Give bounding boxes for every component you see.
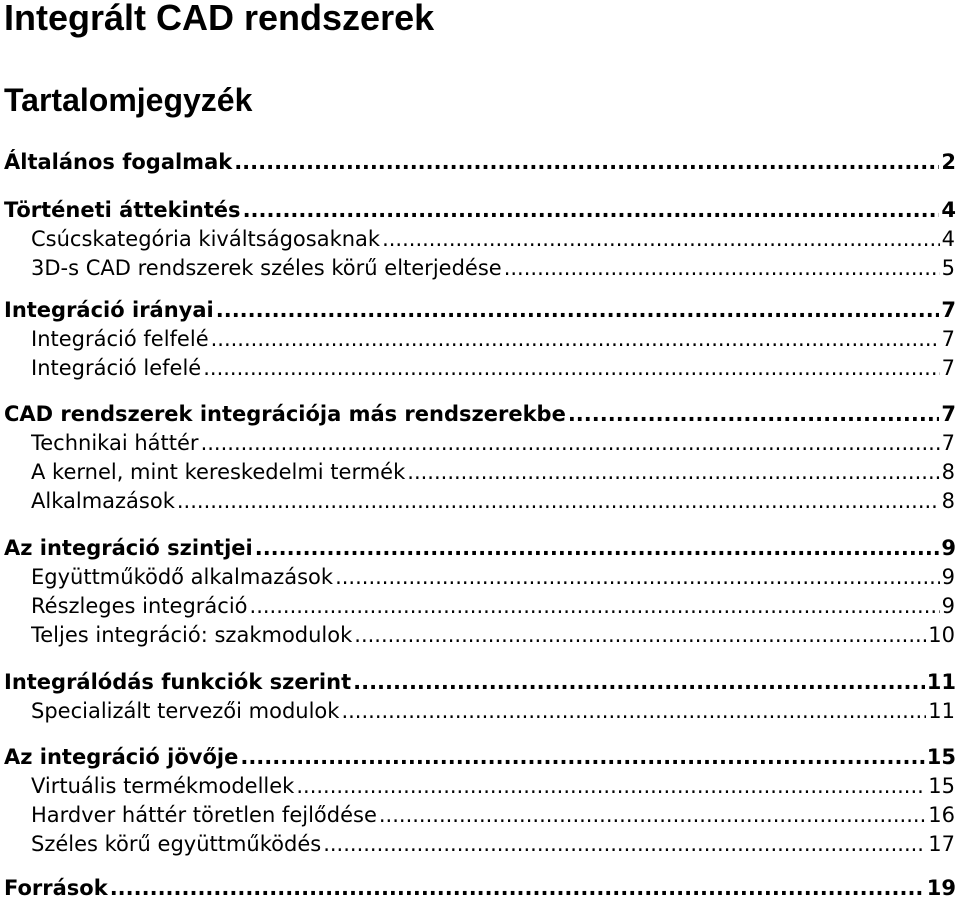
toc-dot-leader — [353, 668, 925, 696]
toc-entry-label: Alkalmazások — [31, 489, 175, 513]
toc-entry-label: Technikai háttér — [31, 431, 199, 455]
toc-entry-page: 11 — [926, 670, 956, 694]
toc-dot-leader — [177, 487, 940, 515]
toc-dot-leader — [216, 296, 940, 324]
toc-subentry[interactable] — [31, 354, 955, 382]
toc-entry-page: 11 — [928, 699, 955, 723]
toc-dot-leader — [255, 534, 940, 562]
toc-entry-label: Integráció irányai — [4, 298, 214, 322]
toc-entry-page: 10 — [928, 623, 955, 647]
toc-entry[interactable] — [4, 296, 956, 324]
toc-dot-leader — [341, 697, 926, 725]
toc-entry-page: 7 — [941, 356, 955, 380]
toc-subentry[interactable] — [31, 254, 955, 282]
toc-dot-leader — [211, 325, 940, 353]
toc-dot-leader — [240, 743, 924, 771]
toc-entry-page: 7 — [941, 402, 956, 426]
toc-dot-leader — [323, 830, 926, 858]
toc-subentry[interactable] — [31, 801, 955, 829]
toc-entry-label: 3D-s CAD rendszerek széles körű elterjedése — [31, 256, 502, 280]
toc-heading: Tartalomjegyzék — [4, 82, 253, 118]
toc-entry-label: Együttműködő alkalmazások — [31, 565, 334, 589]
toc-dot-leader — [250, 592, 940, 620]
toc-entry-label: Az integráció szintjei — [4, 536, 253, 560]
toc-entry-page: 15 — [928, 774, 955, 798]
toc-dot-leader — [201, 429, 940, 457]
toc-entry-label: A kernel, mint kereskedelmi termék — [31, 460, 406, 484]
toc-entry-label: Teljes integráció: szakmodulok — [31, 623, 353, 647]
toc-entry-page: 9 — [941, 594, 955, 618]
toc-entry-page: 7 — [941, 298, 956, 322]
toc-subentry[interactable] — [31, 563, 955, 591]
toc-entry-page: 7 — [941, 431, 955, 455]
toc-entry-label: CAD rendszerek integrációja más rendszerekbe — [4, 402, 566, 426]
toc-dot-leader — [203, 354, 939, 382]
toc-subentry[interactable] — [31, 429, 955, 457]
toc-entry[interactable] — [4, 874, 956, 902]
toc-dot-leader — [296, 772, 926, 800]
toc-entry-page: 4 — [941, 227, 955, 251]
toc-dot-leader — [568, 400, 940, 428]
toc-entry-label: Integráció felfelé — [31, 327, 209, 351]
toc-entry-page: 8 — [941, 489, 955, 513]
toc-dot-leader — [335, 563, 940, 591]
toc-subentry[interactable] — [31, 772, 955, 800]
toc-entry-label: Integrálódás funkciók szerint — [4, 670, 352, 694]
toc-entry-label: Források — [4, 876, 108, 900]
toc-entry-label: Virtuális termékmodellek — [31, 774, 295, 798]
toc-entry-page: 4 — [941, 198, 956, 222]
toc-entry-page: 9 — [941, 536, 956, 560]
toc-entry-label: Általános fogalmak — [4, 150, 233, 174]
toc-entry-label: Részleges integráció — [31, 594, 248, 618]
toc-entry[interactable] — [4, 743, 956, 771]
toc-entry-page: 15 — [926, 745, 956, 769]
toc-dot-leader — [243, 196, 940, 224]
toc-subentry[interactable] — [31, 592, 955, 620]
toc-entry-page: 19 — [926, 876, 956, 900]
toc-entry-label: Csúcskategória kiváltságosaknak — [31, 227, 381, 251]
toc-entry-label: Történeti áttekintés — [4, 198, 241, 222]
toc-entry-label: Hardver háttér töretlen fejlődése — [31, 803, 377, 827]
toc-entry[interactable] — [4, 196, 956, 224]
toc-subentry[interactable] — [31, 458, 955, 486]
toc-dot-leader — [234, 148, 939, 176]
toc-entry-label: Az integráció jövője — [4, 745, 239, 769]
toc-subentry[interactable] — [31, 325, 955, 353]
toc-subentry[interactable] — [31, 487, 955, 515]
toc-subentry[interactable] — [31, 621, 955, 649]
toc-entry[interactable] — [4, 148, 956, 176]
document-title: Integrált CAD rendszerek — [4, 0, 435, 38]
toc-entry-label: Széles körű együttműködés — [31, 832, 322, 856]
toc-entry[interactable] — [4, 400, 956, 428]
toc-entry-label: Specializált tervezői modulok — [31, 699, 340, 723]
toc-entry-page: 17 — [928, 832, 955, 856]
toc-subentry[interactable] — [31, 225, 955, 253]
toc-subentry[interactable] — [31, 697, 955, 725]
toc-dot-leader — [110, 874, 925, 902]
toc-entry-page: 9 — [941, 565, 955, 589]
toc-entry-label: Integráció lefelé — [31, 356, 202, 380]
toc-dot-leader — [504, 254, 940, 282]
toc-entry-page: 7 — [941, 327, 955, 351]
toc-dot-leader — [379, 801, 926, 829]
toc-dot-leader — [382, 225, 940, 253]
toc-entry[interactable] — [4, 534, 956, 562]
toc-dot-leader — [407, 458, 939, 486]
toc-entry-page: 8 — [941, 460, 955, 484]
toc-entry-page: 2 — [941, 150, 956, 174]
toc-dot-leader — [354, 621, 926, 649]
toc-entry[interactable] — [4, 668, 956, 696]
toc-entry-page: 16 — [928, 803, 955, 827]
toc-subentry[interactable] — [31, 830, 955, 858]
toc-entry-page: 5 — [941, 256, 955, 280]
